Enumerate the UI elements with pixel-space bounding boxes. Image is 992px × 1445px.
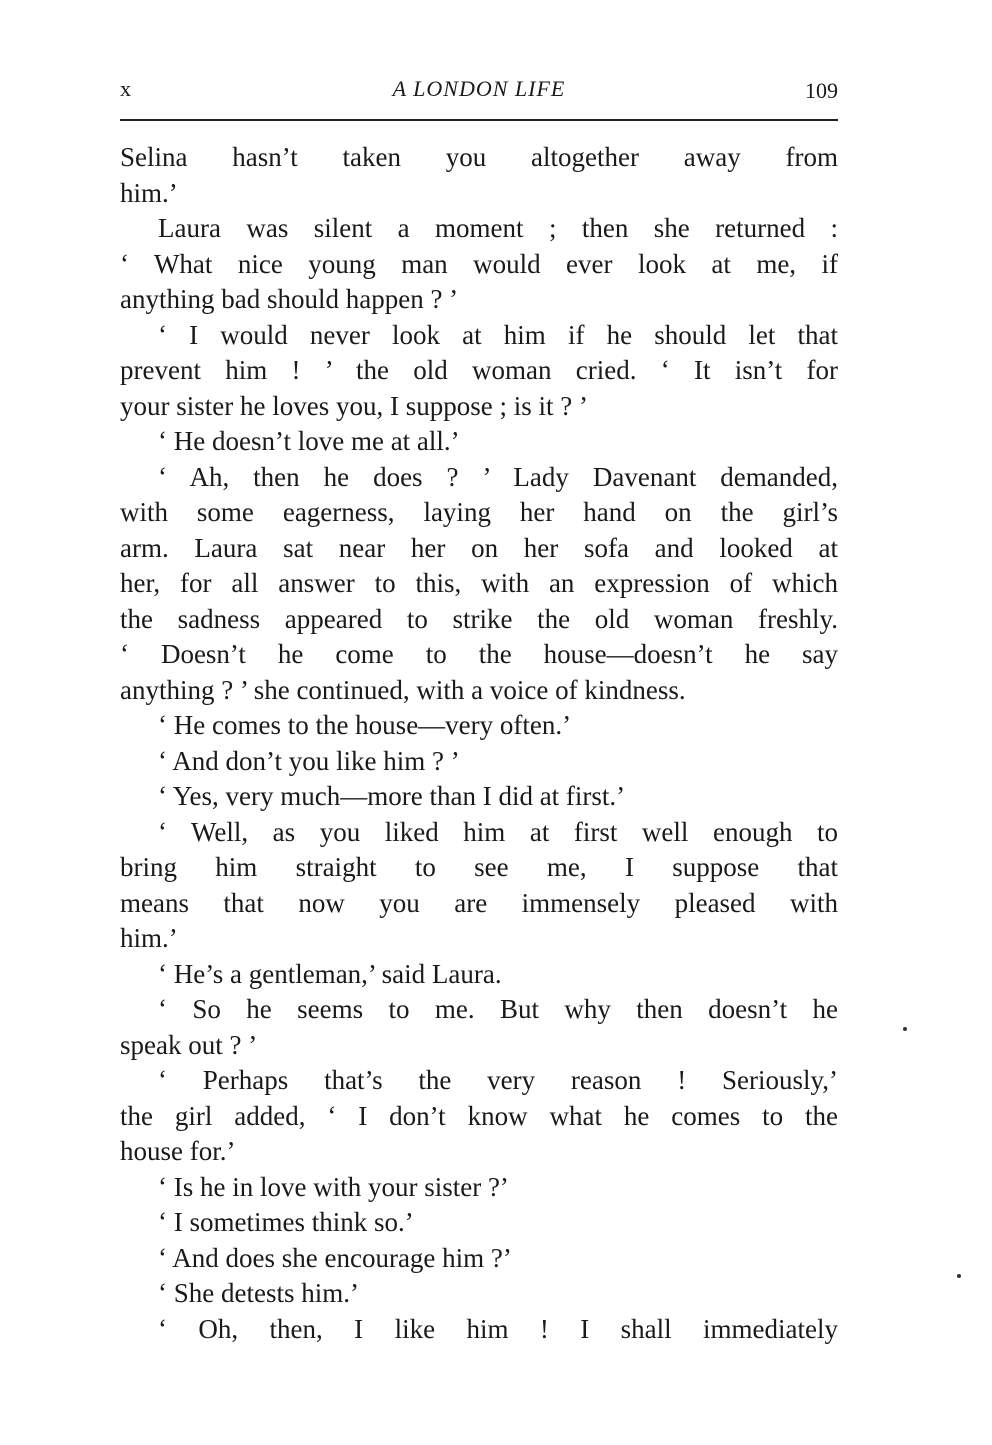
text-line: ‘ Perhaps that’s the very reason ! Seriously,’ bbox=[158, 1065, 838, 1095]
text-line: Laura was silent a moment ; then she returned : bbox=[158, 213, 838, 243]
chapter-number: x bbox=[120, 76, 131, 101]
scan-speck bbox=[957, 1274, 961, 1278]
text-line: him.’ bbox=[120, 177, 178, 208]
text-line: anything bad should happen ? ’ bbox=[120, 284, 459, 314]
text-line: ‘ Well, as you liked him at first well enough to bbox=[158, 816, 838, 847]
text-line: ‘ I sometimes think so.’ bbox=[158, 1207, 414, 1237]
text-line: ‘ And does she encourage him ?’ bbox=[158, 1242, 512, 1273]
text-line: her, for all answer to this, with an expression of which bbox=[120, 568, 838, 598]
text-line: ‘ He comes to the house—very often.’ bbox=[158, 710, 572, 740]
text-line: your sister he loves you, I suppose ; is it ? ’ bbox=[120, 390, 588, 421]
text-line: ‘ And don’t you like him ? ’ bbox=[158, 745, 460, 776]
text-line: prevent him ! ’ the old woman cried. ‘ It isn’t for bbox=[120, 355, 838, 385]
text-line: ‘ I would never look at him if he should let that bbox=[158, 319, 838, 350]
text-line: the girl added, ‘ I don’t know what he comes to the bbox=[120, 1100, 838, 1131]
scan-speck bbox=[903, 1027, 907, 1031]
text-line: ‘ Yes, very much—more than I did at first.’ bbox=[158, 781, 626, 811]
text-line: ‘ What nice young man would ever look at me, if bbox=[120, 248, 838, 279]
text-line: ‘ He doesn’t love me at all.’ bbox=[158, 426, 460, 456]
text-line: ‘ Is he in love with your sister ?’ bbox=[158, 1171, 509, 1202]
text-line: him.’ bbox=[120, 923, 178, 953]
text-line: ‘ Doesn’t he come to the house—doesn’t he say bbox=[120, 639, 838, 669]
text-line: Selina hasn’t taken you altogether away from bbox=[120, 142, 838, 172]
header-rule bbox=[120, 119, 838, 121]
text-line: the sadness appeared to strike the old woman freshly. bbox=[120, 603, 838, 634]
text-line: arm. Laura sat near her on her sofa and looked at bbox=[120, 532, 838, 563]
running-title: A LONDON LIFE bbox=[392, 76, 566, 101]
text-line: means that now you are immensely pleased with bbox=[120, 887, 838, 918]
running-header bbox=[120, 76, 838, 108]
text-line: anything ? ’ she continued, with a voice of kindness. bbox=[120, 674, 686, 705]
page-number: 109 bbox=[805, 78, 838, 103]
text-line: bring him straight to see me, I suppose that bbox=[120, 852, 838, 882]
text-line: with some eagerness, laying her hand on the girl’s bbox=[120, 497, 838, 527]
text-line: ‘ He’s a gentleman,’ said Laura. bbox=[158, 958, 502, 989]
text-line: ‘ She detests him.’ bbox=[158, 1278, 359, 1308]
text-line: ‘ Oh, then, I like him ! I shall immediately bbox=[158, 1313, 838, 1344]
text-line: ‘ Ah, then he does ? ’ Lady Davenant demanded, bbox=[158, 461, 838, 492]
text-line: ‘ So he seems to me. But why then doesn’t he bbox=[158, 994, 838, 1024]
page-body bbox=[120, 140, 838, 1347]
text-line: speak out ? ’ bbox=[120, 1029, 258, 1060]
text-line: house for.’ bbox=[120, 1136, 236, 1166]
